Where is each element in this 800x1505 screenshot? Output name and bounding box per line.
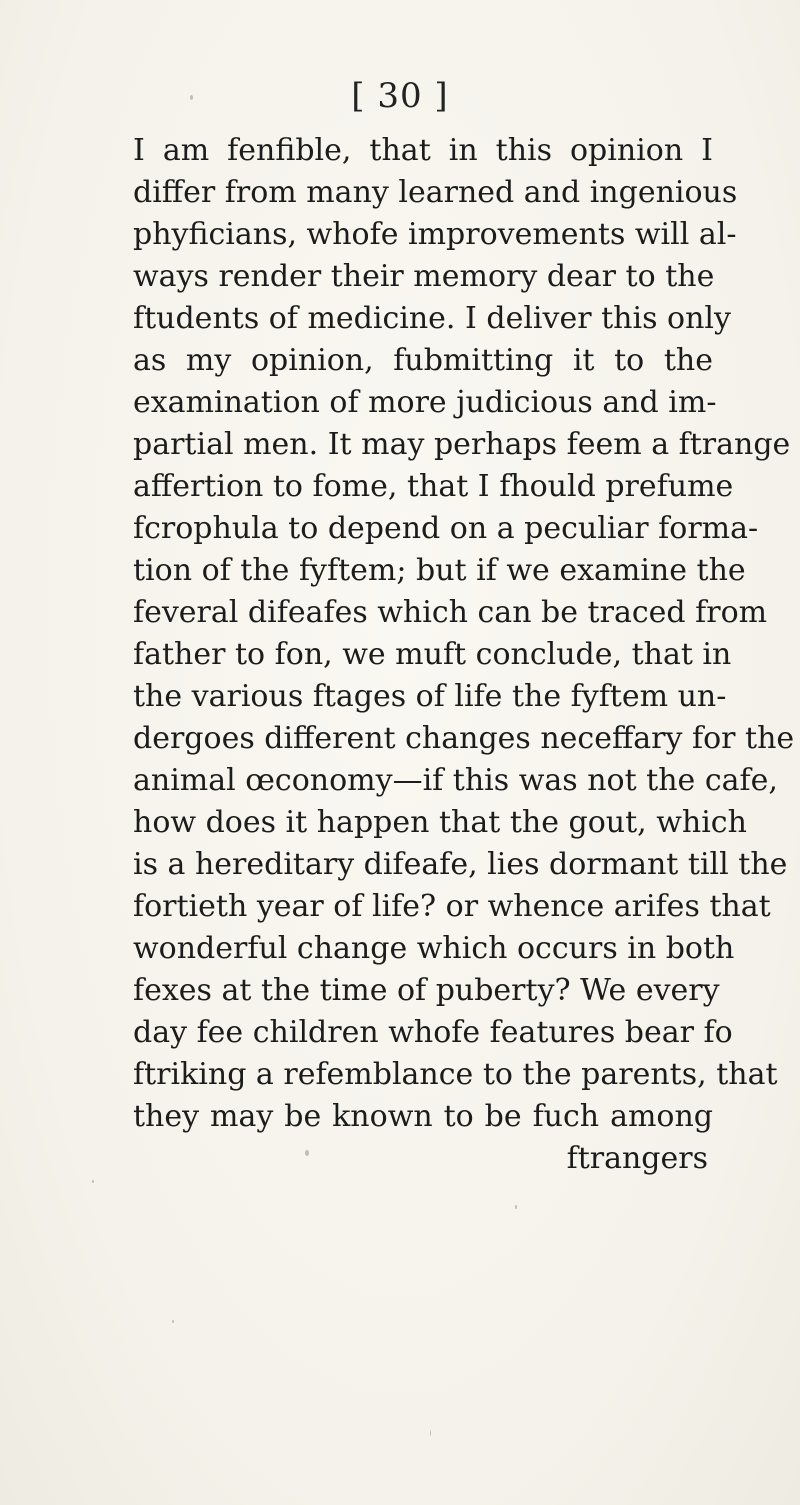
text-line: fortieth year of life? or whence arifes that [133, 889, 771, 924]
text-line: examination of more judicious and im- [133, 385, 717, 420]
paper-speck [515, 1205, 517, 1209]
text-line: ways render their memory dear to the [133, 259, 715, 294]
catchword: ftrangers [566, 1141, 708, 1176]
text-line: differ from many learned and ingenious [133, 175, 738, 210]
page-number-header: [ 30 ] [351, 76, 449, 116]
text-line: phyficians, whofe improvements will al- [133, 217, 737, 252]
text-line: the various ftages of life the fyftem un- [133, 679, 727, 714]
text-line: tion of the fyftem; but if we examine the [133, 553, 746, 588]
text-line: affertion to fome, that I fhould prefume [133, 469, 734, 504]
text-line: fcrophula to depend on a peculiar forma- [133, 511, 759, 546]
text-line: dergoes different changes neceffary for the [133, 721, 795, 756]
text-line: partial men. It may perhaps feem a ftrange [133, 427, 791, 462]
body-text [133, 130, 795, 1180]
text-line: day fee children whofe features bear fo [133, 1015, 733, 1050]
text-line: how does it happen that the gout, which [133, 805, 747, 840]
text-line: as my opinion, fubmitting it to the [133, 343, 713, 378]
text-line: I am fenfible, that in this opinion I [133, 133, 713, 168]
text-line: feveral difeafes which can be traced from [133, 595, 768, 630]
paper-speck [190, 95, 193, 100]
text-line: ftudents of medicine. I deliver this only [133, 301, 731, 336]
text-line: animal œconomy—if this was not the cafe, [133, 763, 778, 798]
text-line: fexes at the time of puberty? We every [133, 973, 720, 1008]
text-line: ftriking a refemblance to the parents, that [133, 1057, 778, 1092]
paper-speck [172, 1320, 174, 1323]
text-line: is a hereditary difeafe, lies dormant till the [133, 847, 788, 882]
text-line: wonderful change which occurs in both [133, 931, 735, 966]
paper-speck [305, 1150, 309, 1156]
text-line: they may be known to be fuch among [133, 1099, 713, 1134]
paper-speck [92, 1180, 94, 1183]
paper-speck [430, 1430, 431, 1436]
text-line: father to fon, we muft conclude, that in [133, 637, 732, 672]
